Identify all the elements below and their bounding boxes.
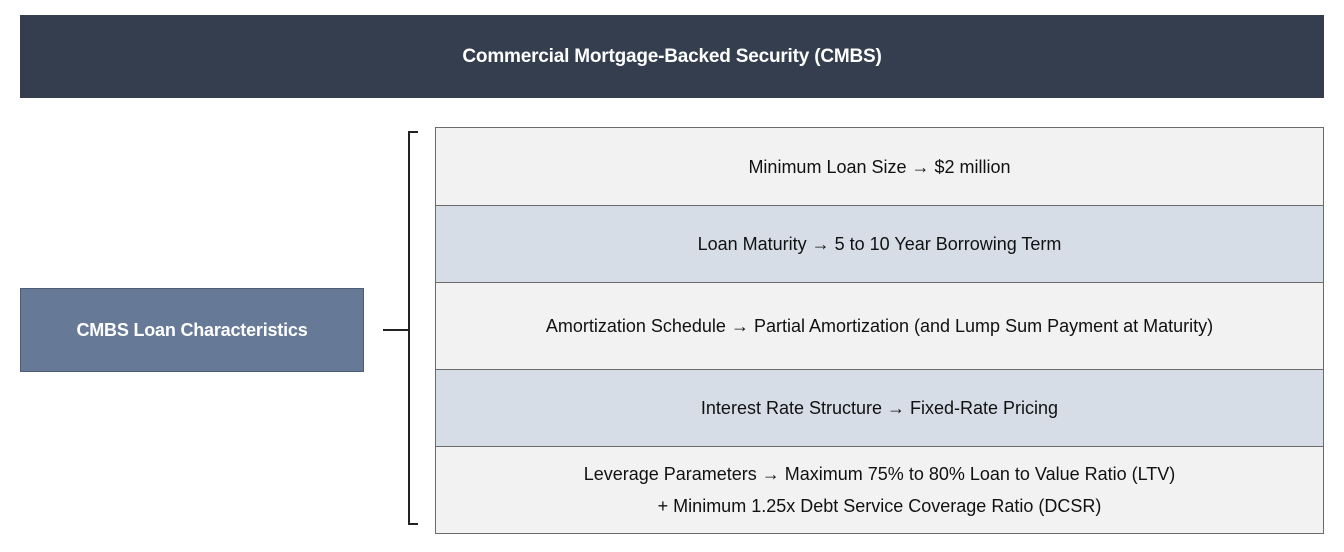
characteristic-text: Loan Maturity → 5 to 10 Year Borrowing Term [697, 234, 1062, 254]
characteristic-text-line-2: + Minimum 1.25x Debt Service Coverage Ratio (DCSR) [657, 496, 1102, 516]
characteristic-text: Amortization Schedule → Partial Amortization (and Lump Sum Payment at Maturity) [545, 316, 1214, 336]
characteristic-text: Minimum Loan Size → $2 million [748, 156, 1011, 177]
characteristic-text: Interest Rate Structure → Fixed-Rate Pricing [700, 398, 1059, 418]
characteristic-leverage-parameters [436, 446, 1323, 533]
characteristic-text-line-1: Leverage Parameters → Maximum 75% to 80% Loan to Value Ratio (LTV) [583, 464, 1176, 484]
page-title: Commercial Mortgage-Backed Security (CMBS) [462, 45, 882, 67]
characteristic-loan-maturity [436, 205, 1323, 282]
category-label: CMBS Loan Characteristics [76, 319, 308, 340]
characteristic-min-loan-size [436, 128, 1323, 205]
characteristic-interest-rate-structure [436, 369, 1323, 446]
grouping-bracket [408, 131, 418, 525]
characteristics-list [435, 127, 1324, 534]
title-banner [20, 15, 1324, 98]
connector-line [383, 329, 409, 331]
characteristic-amortization-schedule [436, 282, 1323, 369]
category-box [20, 288, 364, 372]
